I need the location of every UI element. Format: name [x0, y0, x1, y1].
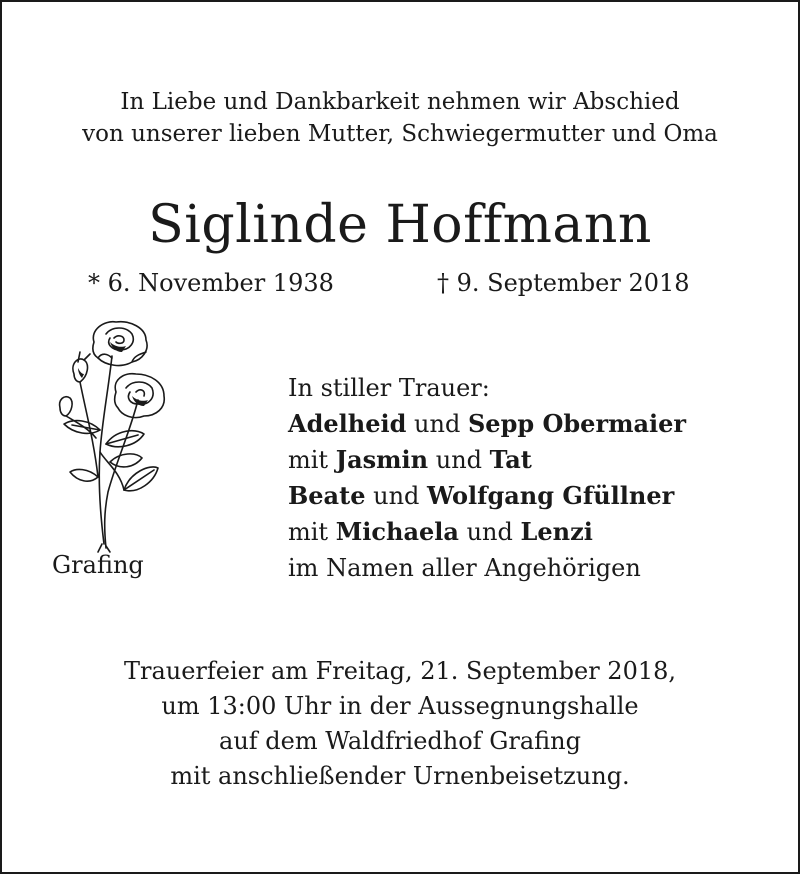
mourners-line-1: [288, 406, 686, 442]
funeral-line-3: auf dem Waldfriedhof Grafing: [219, 727, 581, 755]
mourner-name: Michaela: [335, 517, 459, 546]
death-date: † 9. September 2018: [437, 269, 690, 297]
funeral-line-1: Trauerfeier am Freitag, 21. September 2018,: [123, 657, 677, 685]
deceased-name: Siglinde Hoffmann: [148, 195, 652, 255]
mourners-line-2: [288, 442, 686, 478]
intro-text: [0, 86, 800, 150]
mourners-heading: In stiller Trauer:: [288, 374, 490, 402]
conjunction: und: [373, 482, 420, 510]
mourners-line-3: [288, 478, 686, 514]
funeral-line-4: mit anschließender Urnenbeisetzung.: [170, 762, 630, 790]
mourner-name: Adelheid: [288, 409, 407, 438]
mourner-name: Tat: [489, 445, 532, 474]
mourner-name: Sepp Obermaier: [467, 409, 687, 438]
funeral-details: [0, 654, 800, 794]
intro-line-1: In Liebe und Dankbarkeit nehmen wir Abschied: [120, 89, 680, 115]
conjunction: und: [414, 410, 461, 438]
mourners-block: [288, 370, 686, 586]
prefix: mit: [288, 446, 329, 474]
mourner-name: Lenzi: [520, 517, 593, 546]
prefix: mit: [288, 518, 329, 546]
mourner-name: Wolfgang Gfüllner: [427, 481, 675, 510]
mourners-line-4: [288, 514, 686, 550]
mourner-name: Beate: [288, 481, 366, 510]
conjunction: und: [466, 518, 513, 546]
rose-icon: [50, 312, 172, 554]
mourners-closing: im Namen aller Angehörigen: [288, 554, 641, 582]
intro-line-2: von unserer lieben Mutter, Schwiegermutter und Oma: [82, 121, 718, 147]
mourner-name: Jasmin: [335, 445, 429, 474]
conjunction: und: [435, 446, 483, 474]
birth-date: * 6. November 1938: [88, 269, 334, 297]
funeral-line-2: um 13:00 Uhr in der Aussegnungshalle: [161, 692, 639, 720]
place-label: Grafing: [52, 551, 144, 579]
